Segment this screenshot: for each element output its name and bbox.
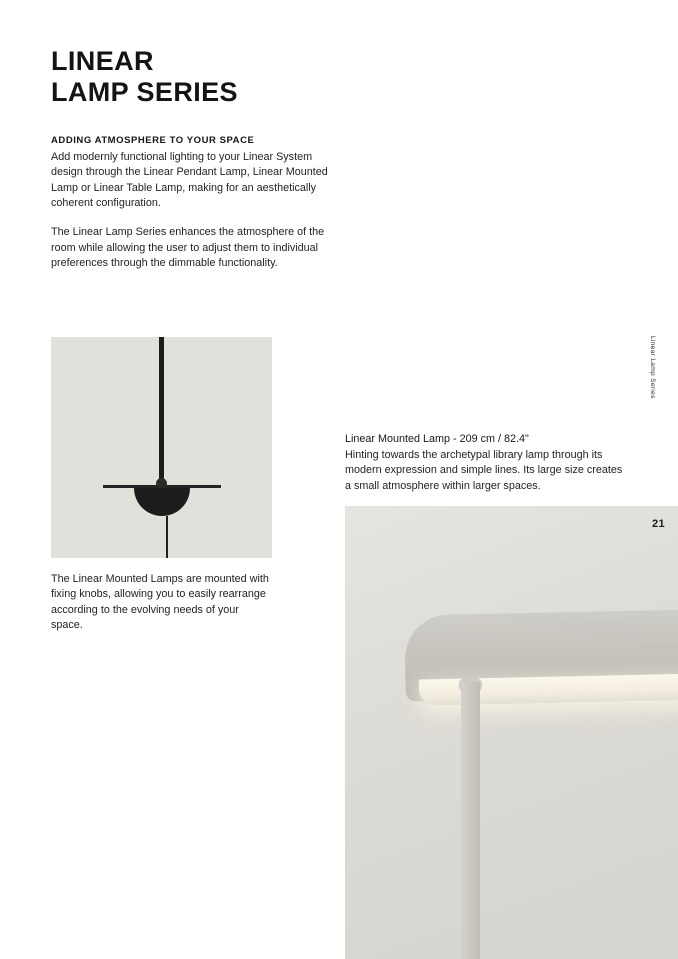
page-title-line-2: LAMP SERIES	[51, 77, 238, 108]
detail-figure-caption: The Linear Mounted Lamps are mounted with fixing knobs, allowing you to easily rearrange according to the evolving needs of your space.	[51, 573, 269, 631]
page-title-line-1: LINEAR	[51, 46, 154, 76]
lamp-rod-shape	[159, 337, 164, 487]
product-hero-image	[345, 506, 678, 959]
intro-heading: ADDING ATMOSPHERE TO YOUR SPACE	[51, 135, 255, 146]
detail-lamp-image	[51, 337, 272, 558]
intro-paragraph-1: Add modernly functional lighting to your Linear System design through the Linear Pendant Lamp, Linear Mounted Lamp or Linear Table Lamp, making for an aesthetically coherent configuration.	[51, 151, 328, 209]
page-number: 21	[651, 518, 665, 530]
intro-paragraph-2: The Linear Lamp Series enhances the atmosphere of the room while allowing the user to adjust them to individual preferences through the dimmable functionality.	[51, 226, 325, 269]
hero-lamp-stem-shape	[461, 682, 480, 959]
page-title	[51, 46, 451, 109]
lamp-cable-shape	[166, 516, 168, 558]
hero-background-shape	[345, 506, 678, 959]
intro-section	[51, 135, 341, 271]
side-running-label: Linear Lamp Series	[649, 336, 656, 399]
lamp-dome-shade-shape	[134, 488, 190, 516]
product-info	[345, 432, 633, 494]
product-name: Linear Mounted Lamp - 209 cm / 82.4"	[345, 433, 529, 445]
detail-figure	[51, 337, 272, 633]
product-description: Hinting towards the archetypal library lamp through its modern expression and simple lines. Its large size creates a small atmosphere within larger spaces.	[345, 449, 623, 492]
